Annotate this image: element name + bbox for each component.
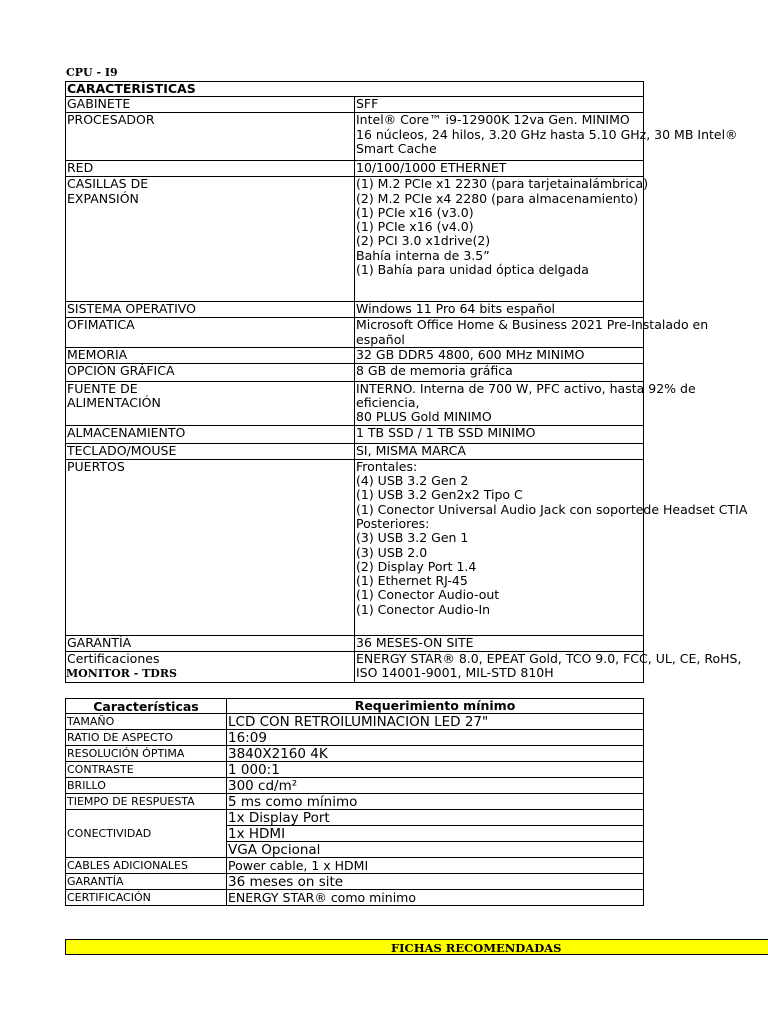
- spec-key: Certificaciones: [66, 651, 355, 682]
- spec-key: CONECTIVIDAD: [66, 810, 227, 858]
- spec-value: [355, 458, 748, 635]
- spec-value: [355, 635, 644, 651]
- spec-key: CASILLAS DE EXPANSIÓN: [66, 177, 355, 302]
- spec-value-line: (2) Display Port 1.4: [356, 558, 477, 574]
- spec-key: FUENTE DE ALIMENTACIÓN: [66, 381, 355, 425]
- table-row: [66, 318, 644, 348]
- spec-value: [355, 650, 742, 682]
- table-row: [66, 858, 644, 874]
- spec-value-line: (1) Conector Universal Audio Jack con soportede Headset CTIA: [356, 501, 748, 517]
- spec-value-line: Microsoft Office Home & Business 2021 Pre-Instalado en: [356, 317, 709, 333]
- spec-key: CERTIFICACIÓN: [66, 890, 227, 906]
- spec-value-line: (1) Bahía para unidad óptica delgada: [356, 262, 589, 278]
- spec-key: CONTRASTE: [66, 762, 227, 778]
- spec-value-line: Bahía interna de 3.5”: [356, 247, 490, 263]
- monitor-header-caracteristicas: Características: [66, 699, 227, 714]
- spec-key: TECLADO/MOUSE: [66, 443, 355, 459]
- spec-key: GARANTÍA: [66, 874, 227, 890]
- spec-value: 300 cd/m²: [227, 778, 644, 794]
- table-row: [66, 746, 644, 762]
- spec-value: LCD CON RETROILUMINACION LED 27": [227, 714, 644, 730]
- table-row: [66, 890, 644, 906]
- table-row: [66, 113, 644, 161]
- spec-key: RESOLUCIÓN ÓPTIMA: [66, 746, 227, 762]
- spec-value-line: (1) Conector Audio-out: [356, 587, 500, 603]
- spec-value: Power cable, 1 x HDMI: [227, 858, 644, 874]
- spec-value-line: (1) Conector Audio-In: [356, 601, 491, 617]
- table-row: [66, 810, 644, 826]
- spec-value: [355, 176, 649, 302]
- spec-value: [355, 112, 738, 161]
- spec-value-line: (1) Ethernet RJ-45: [356, 573, 468, 589]
- spec-value: 1x HDMI: [227, 826, 644, 842]
- spec-value-line: (1) PCIe x16 (v4.0): [356, 219, 474, 235]
- table-row: [66, 347, 644, 363]
- spec-value-line: (2) M.2 PCIe x4 2280 (para almacenamiento): [356, 190, 639, 206]
- spec-key: MEMORIA: [66, 347, 355, 363]
- spec-value-line: (3) USB 2.0: [356, 544, 428, 560]
- monitor-title: MONITOR - TDRS: [66, 667, 177, 680]
- monitor-header-row: [66, 699, 644, 714]
- spec-value: [355, 161, 644, 177]
- fichas-recomendadas-bar: [65, 939, 768, 955]
- spec-value-line: 8 GB de memoria gráfica: [356, 362, 513, 378]
- spec-value: [355, 363, 644, 381]
- spec-value-line: eficiencia,: [356, 395, 420, 411]
- table-row: [66, 778, 644, 794]
- spec-value-line: ENERGY STAR® 8.0, EPEAT Gold, TCO 9.0, FCC, UL, CE, RoHS,: [356, 650, 742, 666]
- spec-key: ALMACENAMIENTO: [66, 425, 355, 443]
- table-row: [66, 161, 644, 177]
- spec-key: BRILLO: [66, 778, 227, 794]
- spec-value-line: Intel® Core™ i9-12900K 12va Gen. MINIMO: [356, 112, 630, 128]
- spec-value-line: Smart Cache: [356, 140, 437, 156]
- spec-value-line: Frontales:: [356, 458, 418, 474]
- spec-value: [355, 425, 644, 443]
- spec-key: TAMAÑO: [66, 714, 227, 730]
- spec-value-line: español: [356, 331, 405, 347]
- spec-value-line: Posteriores:: [356, 515, 430, 531]
- spec-value: ENERGY STAR® como minimo: [227, 890, 644, 906]
- spec-key: PROCESADOR: [66, 113, 355, 161]
- spec-key: RATIO DE ASPECTO: [66, 730, 227, 746]
- table-row: [66, 635, 644, 651]
- monitor-header-requerimiento: Requerimiento mínimo: [227, 699, 644, 714]
- spec-value: 1x Display Port: [227, 810, 644, 826]
- table-row: [66, 177, 644, 302]
- spec-value-line: SI, MISMA MARCA: [356, 442, 466, 458]
- spec-value-line: 16 núcleos, 24 hilos, 3.20 GHz hasta 5.10 GHz, 30 MB Intel®: [356, 126, 738, 142]
- spec-value: [355, 380, 696, 425]
- spec-value-line: 32 GB DDR5 4800, 600 MHz MINIMO: [356, 346, 585, 362]
- spec-key: OPCIÓN GRÁFICA: [66, 363, 355, 381]
- spec-value-line: (1) M.2 PCIe x1 2230 (para tarjetainalámbrica): [356, 176, 649, 192]
- table-row: [66, 443, 644, 459]
- spec-value: 3840X2160 4K: [227, 746, 644, 762]
- spec-value: 36 meses on site: [227, 874, 644, 890]
- table-row: [66, 730, 644, 746]
- table-row: [66, 302, 644, 318]
- spec-value-line: ISO 14001-9001, MIL-STD 810H: [356, 665, 554, 681]
- spec-key: GABINETE: [66, 97, 355, 113]
- spec-value-line: SFF: [356, 96, 379, 112]
- spec-value: [355, 443, 644, 459]
- table-row: [66, 762, 644, 778]
- table-row: [66, 874, 644, 890]
- cpu-header-cell: CARACTERÍSTICAS: [66, 82, 644, 97]
- spec-value: [355, 347, 644, 363]
- spec-value: [355, 302, 644, 318]
- spec-value: [355, 97, 644, 113]
- cpu-title: CPU - I9: [66, 66, 118, 79]
- spec-value-line: INTERNO. Interna de 700 W, PFC activo, hasta 92% de: [356, 380, 696, 396]
- spec-value-line: 36 MESES-ON SITE: [356, 634, 474, 650]
- spec-value: VGA Opcional: [227, 842, 644, 858]
- spec-value: 16:09: [227, 730, 644, 746]
- monitor-spec-table: [65, 698, 644, 906]
- spec-value-line: (1) PCIe x16 (v3.0): [356, 204, 474, 220]
- spec-value-line: Windows 11 Pro 64 bits español: [356, 301, 555, 317]
- spec-value-line: (2) PCI 3.0 x1drive(2): [356, 233, 491, 249]
- spec-key: CABLES ADICIONALES: [66, 858, 227, 874]
- spec-key: TIEMPO DE RESPUESTA: [66, 794, 227, 810]
- spec-value-line: 10/100/1000 ETHERNET: [356, 160, 507, 176]
- spec-key: SISTEMA OPERATIVO: [66, 302, 355, 318]
- table-row: [66, 97, 644, 113]
- cpu-spec-table: [65, 81, 748, 683]
- spec-value-line: (4) USB 3.2 Gen 2: [356, 473, 469, 489]
- spec-value: 5 ms como mínimo: [227, 794, 644, 810]
- spec-value-line: (3) USB 3.2 Gen 1: [356, 530, 469, 546]
- fichas-recomendadas-label: FICHAS RECOMENDADAS: [391, 941, 562, 955]
- spec-key: RED: [66, 161, 355, 177]
- table-row: [66, 714, 644, 730]
- spec-value-line: 80 PLUS Gold MINIMO: [356, 409, 492, 425]
- table-row: [66, 425, 644, 443]
- spec-value-line: 1 TB SSD / 1 TB SSD MINIMO: [356, 424, 536, 440]
- table-row: [66, 794, 644, 810]
- spec-value: 1 000:1: [227, 762, 644, 778]
- cpu-header-row: [66, 82, 644, 97]
- table-row: [66, 381, 644, 425]
- spec-key: GARANTÍA: [66, 635, 355, 651]
- table-row: [66, 363, 644, 381]
- spec-value: [355, 317, 709, 348]
- table-row: [66, 459, 644, 635]
- spec-key: PUERTOS: [66, 459, 355, 635]
- spec-value-line: (1) USB 3.2 Gen2x2 Tipo C: [356, 487, 523, 503]
- spec-key: OFIMATICA: [66, 318, 355, 348]
